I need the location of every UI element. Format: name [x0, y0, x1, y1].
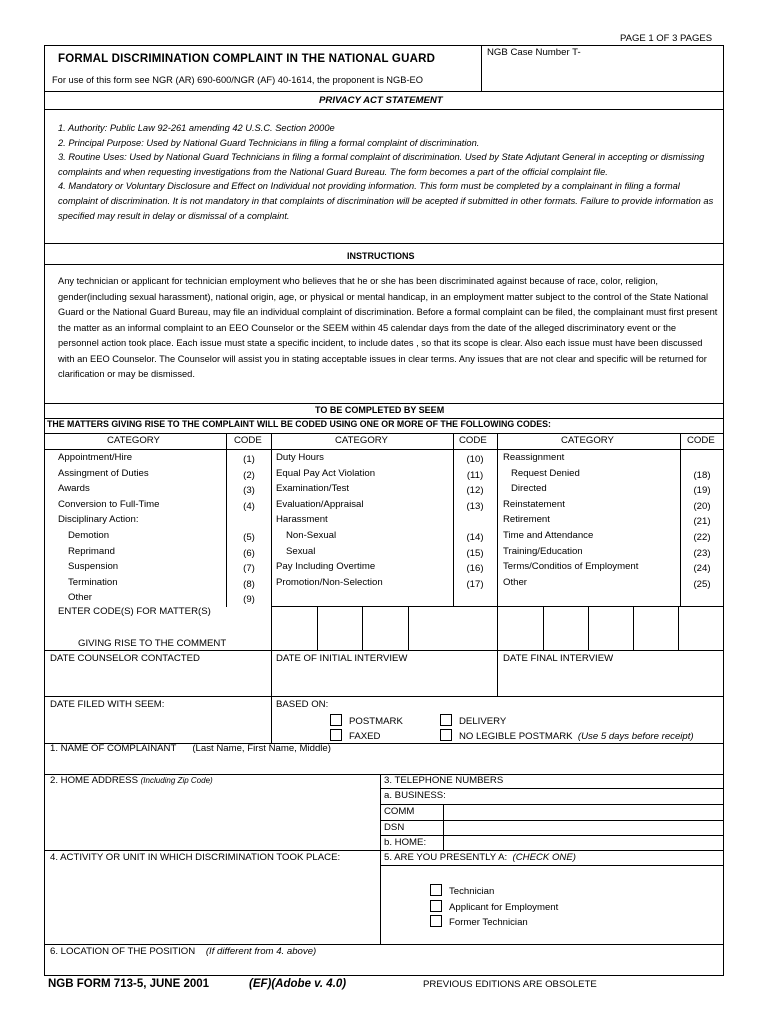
code: (12)	[466, 485, 484, 497]
code	[455, 514, 495, 530]
privacy-item: 3. Routine Uses: Used by National Guard Technicians in filing a formal complaint of discrimination. Used by State Adjutant General in accepting or dismissing complaints and when requesting investigations from the National Guard Bureau. The form becomes a part of the official complaint file.	[58, 152, 705, 177]
address-input[interactable]	[50, 790, 376, 848]
col3-code-header: CODE	[687, 435, 715, 446]
code: (16)	[466, 563, 484, 575]
date-filed-label: DATE FILED WITH SEEM:	[50, 699, 165, 710]
former-technician-checkbox[interactable]	[430, 915, 442, 927]
category-appointment: Appointment/Hire	[58, 452, 133, 463]
col3-codes	[682, 452, 722, 592]
home-phone-label: b. HOME:	[384, 837, 427, 848]
code: (4)	[243, 500, 255, 512]
applicant-checkbox[interactable]	[430, 900, 442, 912]
category-evaluation: Evaluation/Appraisal	[276, 498, 364, 510]
category-directed: Directed	[511, 483, 547, 495]
category-terms: Terms/Conditios of Employment	[503, 561, 639, 573]
code	[682, 452, 722, 468]
col2-categories	[276, 450, 451, 590]
code: (20)	[693, 500, 711, 512]
postmark-label: POSTMARK	[349, 716, 403, 727]
category-training: Training/Education	[503, 545, 583, 557]
category-reassignment: Reassignment	[503, 452, 565, 463]
category-request-denied: Request Denied	[511, 467, 580, 479]
category-retirement: Retirement	[503, 514, 550, 526]
code: (1)	[243, 454, 255, 465]
check-one-note: (CHECK ONE)	[512, 852, 576, 863]
code: (14)	[466, 531, 484, 543]
dsn-phone-input[interactable]	[446, 822, 720, 835]
name-input[interactable]	[50, 756, 718, 772]
seem-subheading: THE MATTERS GIVING RISE TO THE COMPLAINT WILL BE CODED USING ONE OR MORE OF THE FOLLOWING CODES:	[47, 419, 551, 429]
category-pay-overtime: Pay Including Overtime	[276, 561, 376, 573]
applicant-option[interactable]	[430, 900, 558, 913]
date-counselor-label: DATE COUNSELOR CONTACTED	[50, 653, 200, 664]
instructions-heading: INSTRUCTIONS	[347, 251, 415, 261]
privacy-statement	[58, 121, 718, 223]
location-input[interactable]	[50, 959, 718, 973]
code: (15)	[466, 547, 484, 559]
location-label: 6. LOCATION OF THE POSITION (If different from 4. above)	[50, 946, 317, 957]
col1-category-header: CATEGORY	[107, 435, 160, 446]
privacy-item: 4. Mandatory or Voluntary Disclosure and Effect on Individual not providing information. This form must be completed by a complainant in filing a formal complaint of discrimination. It is not mandatory in that complaints of discrimination will be acepted if submitted in other formats. Failure to provide information as specified may result in delay or dismissal of a complaint.	[58, 181, 714, 221]
category-harassment: Harassment	[276, 514, 328, 526]
applicant-label: Applicant for Employment	[449, 902, 559, 913]
code: (23)	[693, 547, 711, 559]
category-sexual: Sexual	[286, 545, 316, 557]
location-hint: (If different from 4. above)	[205, 946, 317, 957]
category-non-sexual: Non-Sexual	[286, 529, 337, 541]
page-indicator: PAGE 1 OF 3 PAGES	[620, 33, 713, 44]
address-hint: (Including Zip Code)	[140, 776, 213, 785]
category-examination: Examination/Test	[276, 483, 350, 495]
code: (18)	[693, 469, 711, 481]
category-assignment: Assingment of Duties	[58, 467, 149, 479]
category-disciplinary: Disciplinary Action:	[58, 514, 139, 526]
delivery-option[interactable]	[440, 714, 506, 727]
comm-label: COMM	[384, 806, 415, 817]
phone-label: 3. TELEPHONE NUMBERS	[384, 775, 504, 786]
no-legible-option[interactable]	[440, 729, 694, 742]
faxed-label: FAXED	[349, 731, 381, 742]
code: (11)	[466, 469, 484, 481]
form-subtitle: For use of this form see NGR (AR) 690-600/NGR (AF) 40-1614, the proponent is NGB-EO	[52, 75, 423, 85]
no-legible-checkbox[interactable]	[440, 729, 452, 741]
faxed-option[interactable]	[330, 729, 380, 742]
col2-category-header: CATEGORY	[335, 435, 388, 446]
enter-codes-label: ENTER CODE(S) FOR MATTER(S)	[58, 606, 211, 617]
category-demotion: Demotion	[68, 529, 110, 541]
present-label: 5. ARE YOU PRESENTLY A: (CHECK ONE)	[384, 852, 576, 863]
home-phone-input[interactable]	[446, 837, 720, 849]
postmark-option[interactable]	[330, 714, 403, 727]
category-suspension: Suspension	[68, 561, 119, 573]
form-number: NGB FORM 713-5, JUNE 2001	[48, 978, 210, 990]
seem-heading: TO BE COMPLETED BY SEEM	[315, 405, 445, 415]
code: (21)	[693, 516, 711, 528]
category-reinstatement: Reinstatement	[503, 498, 565, 510]
category-reprimand: Reprimand	[68, 545, 115, 557]
technician-label: Technician	[449, 886, 495, 897]
category-promotion: Promotion/Non-Selection	[276, 576, 383, 588]
delivery-checkbox[interactable]	[440, 714, 452, 726]
name-hint: (Last Name, First Name, Middle)	[192, 743, 331, 754]
category-time-attendance: Time and Attendance	[503, 529, 594, 541]
code: (13)	[466, 500, 484, 512]
privacy-heading: PRIVACY ACT STATEMENT	[319, 95, 443, 106]
faxed-checkbox[interactable]	[330, 729, 342, 741]
address-label: 2. HOME ADDRESS (Including Zip Code)	[50, 775, 213, 786]
former-technician-label: Former Technician	[449, 917, 528, 928]
category-duty-hours: Duty Hours	[276, 452, 324, 463]
code: (6)	[243, 547, 255, 559]
privacy-item: 2. Principal Purpose: Used by National Guard Technicians in filing a formal complaint of discrimination.	[58, 137, 480, 148]
code: (5)	[243, 531, 255, 543]
based-on-label: BASED ON:	[276, 699, 329, 710]
code: (10)	[466, 454, 484, 465]
case-number-label: NGB Case Number T-	[487, 47, 581, 58]
col2-codes	[455, 452, 495, 592]
former-technician-option[interactable]	[430, 915, 528, 928]
code: (8)	[243, 578, 255, 590]
col3-category-header: CATEGORY	[561, 435, 614, 446]
col1-codes	[229, 452, 269, 608]
category-equal-pay: Equal Pay Act Violation	[276, 467, 376, 479]
code: (17)	[466, 578, 484, 590]
comm-phone-input[interactable]	[446, 806, 720, 819]
category-other: Other	[68, 592, 92, 604]
code: (22)	[693, 531, 711, 543]
privacy-item: 1. Authority: Public Law 92-261 amending 42 U.S.C. Section 2000e	[58, 123, 335, 133]
code: (25)	[693, 578, 711, 590]
technician-checkbox[interactable]	[430, 884, 442, 896]
delivery-label: DELIVERY	[459, 716, 507, 727]
col2-code-header: CODE	[459, 435, 487, 446]
date-initial-label: DATE OF INITIAL INTERVIEW	[276, 653, 408, 664]
col3-categories	[503, 450, 678, 590]
code: (3)	[243, 485, 255, 497]
form-version: (EF)(Adobe v. 4.0)	[249, 978, 347, 990]
dsn-label: DSN	[384, 822, 405, 833]
date-final-label: DATE FINAL INTERVIEW	[503, 653, 614, 664]
code: (9)	[243, 594, 255, 606]
name-label: 1. NAME OF COMPLAINANT (Last Name, First Name, Middle)	[50, 743, 331, 754]
code: (7)	[243, 563, 255, 575]
code: (2)	[243, 469, 255, 481]
code	[229, 514, 269, 530]
activity-label: 4. ACTIVITY OR UNIT IN WHICH DISCRIMINATION TOOK PLACE:	[50, 852, 341, 863]
obsolete-note: PREVIOUS EDITIONS ARE OBSOLETE	[423, 979, 597, 990]
col1-code-header: CODE	[234, 435, 262, 446]
instructions-text: Any technician or applicant for technician employment who believes that he or she has been discriminated against because of race, color, religion, gender(including sexual harassment), national origin, age, or physical or mental handicap, in an employment matter subject to the control of the State National Guard or the National Guard Bureau, may file an individual complaint of discrimination. Before a formal complaint can be filed, the complainant must first present the matter as an informal complaint to an EEO Counselor or the SEEM within 45 calendar days from the date of the alleged discriminatory event or the personnel action took place. Each issue must state a specific incident, to include dates , so that its scope is clear. Also each issue must have been discussed with an EEO Counselor. The Counselor will assist you in stating acceptable issues in clear terms. Any issues that are not clear and specific will be returned for clarification or may be dismissed.	[58, 276, 718, 379]
postmark-checkbox[interactable]	[330, 714, 342, 726]
use-5-days-note: (Use 5 days before receipt)	[577, 731, 694, 742]
category-termination: Termination	[68, 576, 118, 588]
category-awards: Awards	[58, 483, 90, 495]
business-label: a. BUSINESS:	[384, 790, 446, 801]
technician-option[interactable]	[430, 884, 494, 897]
giving-rise-label: GIVING RISE TO THE COMMENT	[78, 638, 227, 649]
category-conversion: Conversion to Full-Time	[58, 498, 160, 510]
activity-input[interactable]	[50, 866, 376, 940]
code: (19)	[693, 485, 711, 497]
no-legible-label: NO LEGIBLE POSTMARK	[459, 731, 573, 742]
category-other-3: Other	[503, 576, 527, 588]
col1-categories	[58, 450, 223, 606]
code: (24)	[693, 563, 711, 575]
form-title: FORMAL DISCRIMINATION COMPLAINT IN THE NATIONAL GUARD	[58, 53, 436, 65]
